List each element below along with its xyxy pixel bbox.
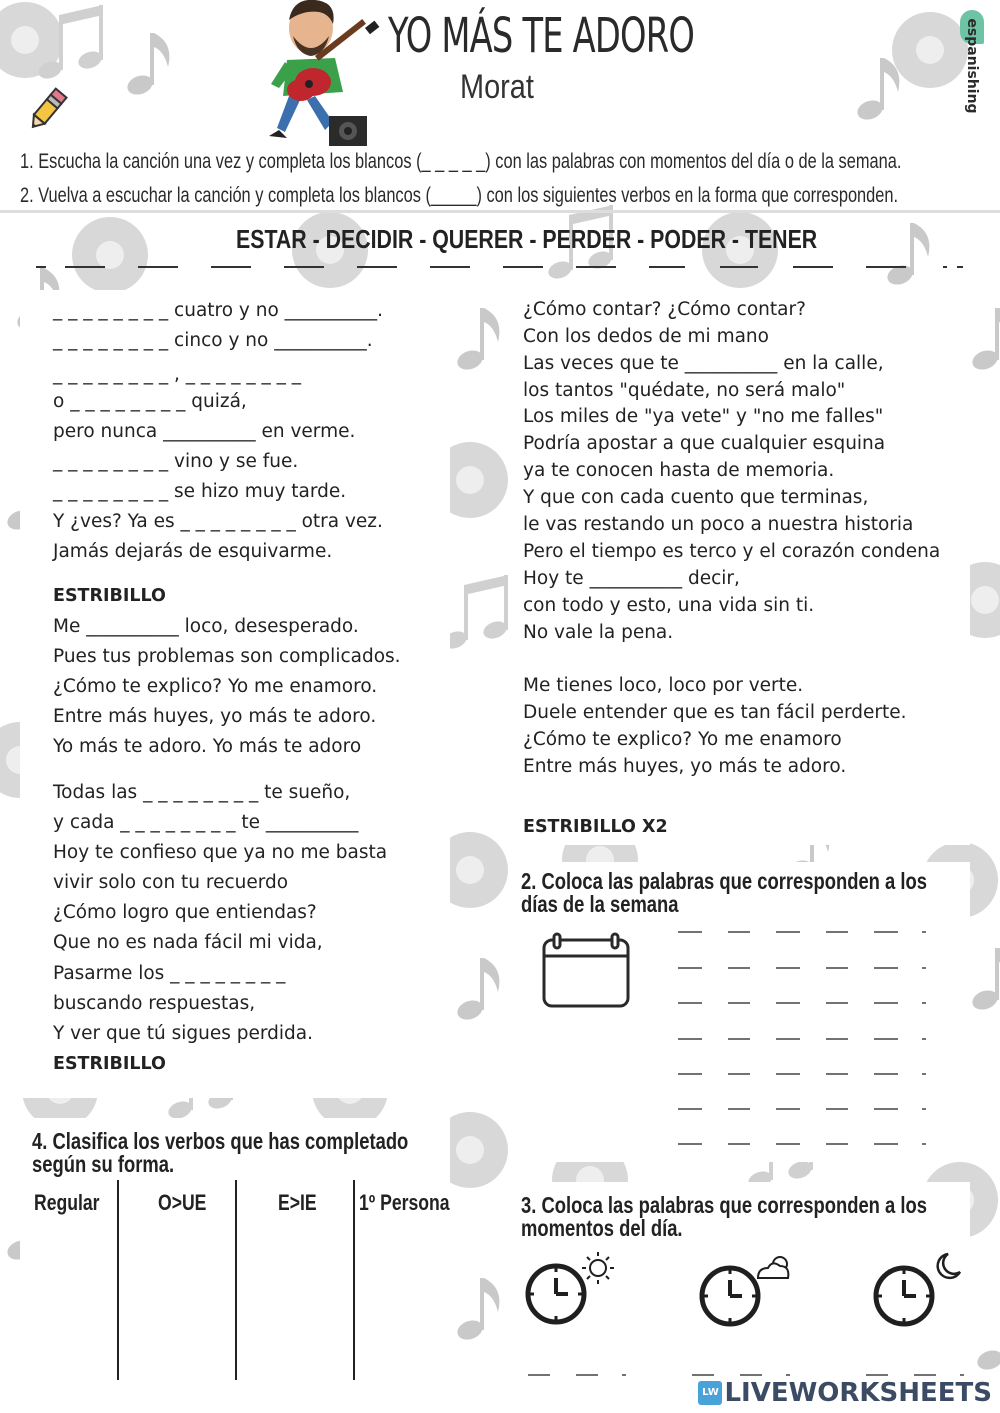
chorus-x2-label: ESTRIBILLO X2 bbox=[523, 817, 668, 837]
lyric-line[interactable]: y cada _ _ _ _ _ _ _ _ te __________ bbox=[53, 812, 359, 833]
lyric-line: Duele entender que es tan fácil perderte. bbox=[523, 702, 907, 723]
pencil-icon bbox=[24, 86, 70, 134]
lyric-line[interactable]: _ _ _ _ _ _ _ _ se hizo muy tarde. bbox=[53, 481, 347, 502]
task3-panel bbox=[510, 1182, 970, 1382]
lyric-line: Pero el tiempo es terco y el corazón condena bbox=[523, 541, 941, 562]
liveworksheets-text: LIVEWORKSHEETS bbox=[724, 1378, 992, 1408]
chorus-line[interactable]: Me __________ loco, desesperado. bbox=[53, 616, 359, 637]
verb-bank: ESTAR - DECIDIR - QUERER - PERDER - PODER - TENER bbox=[236, 224, 818, 254]
lyric-line: buscando respuestas, bbox=[53, 993, 256, 1014]
lyric-line[interactable]: o _ _ _ _ _ _ _ _ quizá, bbox=[53, 391, 247, 412]
lyrics-left-panel bbox=[20, 290, 450, 1098]
artist-name: Morat bbox=[460, 68, 534, 106]
lyric-line: Y que con cada cuento que terminas, bbox=[523, 487, 869, 508]
lw-badge: LW bbox=[698, 1381, 722, 1405]
brand-text: espanishing bbox=[964, 18, 980, 114]
clock-cloud-sun-icon bbox=[698, 1250, 798, 1330]
lyric-line: le vas restando un poco a nuestra historia bbox=[523, 514, 914, 535]
time-of-day-blanks[interactable] bbox=[510, 1366, 970, 1376]
task2-title: 2. Coloca las palabras que corresponden a los días de la semana bbox=[521, 868, 927, 917]
lyric-line[interactable]: Hoy te __________ decir, bbox=[523, 568, 740, 589]
lyric-line: Y ver que tú sigues perdida. bbox=[53, 1023, 313, 1044]
lyric-line: Hoy te confieso que ya no me basta bbox=[53, 842, 388, 863]
lyric-line: Los miles de "ya vete" y "no me falles" bbox=[523, 406, 884, 427]
instruction-1: 1. Escucha la canción una vez y completa los blancos (_ _ _ _ _) con las palabras con momentos del día o de la semana. bbox=[20, 150, 902, 173]
lyric-line[interactable]: _ _ _ _ _ _ _ _ , _ _ _ _ _ _ _ _ bbox=[53, 364, 301, 385]
song-title: YO MÁS TE ADORO bbox=[388, 8, 695, 64]
lyric-line: Jamás dejarás de esquivarme. bbox=[53, 541, 333, 562]
clock-moon-icon bbox=[872, 1250, 972, 1330]
lyric-line[interactable]: Todas las _ _ _ _ _ _ _ _ te sueño, bbox=[53, 782, 351, 803]
lyric-line: ya te conocen hasta de memoria. bbox=[523, 460, 835, 481]
liveworksheets-logo bbox=[698, 1378, 992, 1408]
lyric-line: Con los dedos de mi mano bbox=[523, 326, 769, 347]
brand-logo bbox=[952, 6, 992, 116]
chorus-line: Yo más te adoro. Yo más te adoro bbox=[53, 736, 362, 757]
column-header-regular: Regular bbox=[34, 1190, 100, 1215]
calendar-icon bbox=[540, 932, 630, 1010]
instruction-2: 2. Vuelva a escuchar la canción y completa los blancos (_____) con los siguientes verbos en la forma que corresponden. bbox=[20, 184, 899, 207]
task4-title: 4. Clasifica los verbos que has completado según su forma. bbox=[32, 1128, 409, 1177]
weekday-blanks[interactable] bbox=[670, 927, 940, 1157]
lyric-line: los tantos "quédate, no será malo" bbox=[523, 380, 846, 401]
lyric-line[interactable]: Pasarme los _ _ _ _ _ _ _ _ bbox=[53, 963, 286, 984]
lyric-line: ¿Cómo contar? ¿Cómo contar? bbox=[523, 299, 806, 320]
lyric-line[interactable]: pero nunca __________ en verme. bbox=[53, 421, 356, 442]
lyric-line: ¿Cómo logro que entiendas? bbox=[53, 902, 317, 923]
lyric-line: vivir solo con tu recuerdo bbox=[53, 872, 289, 893]
lyric-line[interactable]: _ _ _ _ _ _ _ _ vino y se fue. bbox=[53, 451, 299, 472]
weekday-blank-lines bbox=[670, 927, 940, 1157]
chorus-line: ¿Cómo te explico? Yo me enamoro. bbox=[53, 676, 378, 697]
chorus-label: ESTRIBILLO bbox=[53, 1054, 166, 1074]
lyric-line: Que no es nada fácil mi vida, bbox=[53, 932, 323, 953]
clock-sun-icon bbox=[524, 1250, 624, 1330]
lyric-line: No vale la pena. bbox=[523, 622, 674, 643]
lyric-line: Me tienes loco, loco por verte. bbox=[523, 675, 804, 696]
lyric-line: con todo y esto, una vida sin ti. bbox=[523, 595, 815, 616]
lyric-line[interactable]: Las veces que te __________ en la calle, bbox=[523, 353, 884, 374]
lyric-line[interactable]: _ _ _ _ _ _ _ _ cinco y no __________. bbox=[53, 330, 373, 351]
lyrics-right-panel bbox=[510, 290, 970, 845]
column-header-o-ue: O>UE bbox=[158, 1190, 207, 1215]
lyric-line[interactable]: _ _ _ _ _ _ _ _ cuatro y no __________. bbox=[53, 300, 384, 321]
task3-title: 3. Coloca las palabras que corresponden a los momentos del día. bbox=[521, 1192, 927, 1241]
lyric-line[interactable]: Y ¿ves? Ya es _ _ _ _ _ _ _ _ otra vez. bbox=[53, 511, 383, 532]
task2-panel bbox=[510, 862, 970, 1162]
lyric-line: Podría apostar a que cualquier esquina bbox=[523, 433, 886, 454]
lyric-line: ¿Cómo te explico? Yo me enamoro bbox=[523, 729, 842, 750]
guitarist-illustration bbox=[265, 0, 385, 148]
chorus-line: Entre más huyes, yo más te adoro. bbox=[53, 706, 377, 727]
answer-blanks-row bbox=[0, 266, 1000, 270]
lyric-line: Entre más huyes, yo más te adoro. bbox=[523, 756, 847, 777]
chorus-label: ESTRIBILLO bbox=[53, 586, 166, 606]
column-header-first-person: 1º Persona bbox=[359, 1190, 450, 1215]
classify-answer-area[interactable] bbox=[20, 1228, 450, 1378]
chorus-line: Pues tus problemas son complicados. bbox=[53, 646, 401, 667]
column-header-e-ie: E>IE bbox=[278, 1190, 317, 1215]
task4-panel bbox=[20, 1118, 450, 1398]
